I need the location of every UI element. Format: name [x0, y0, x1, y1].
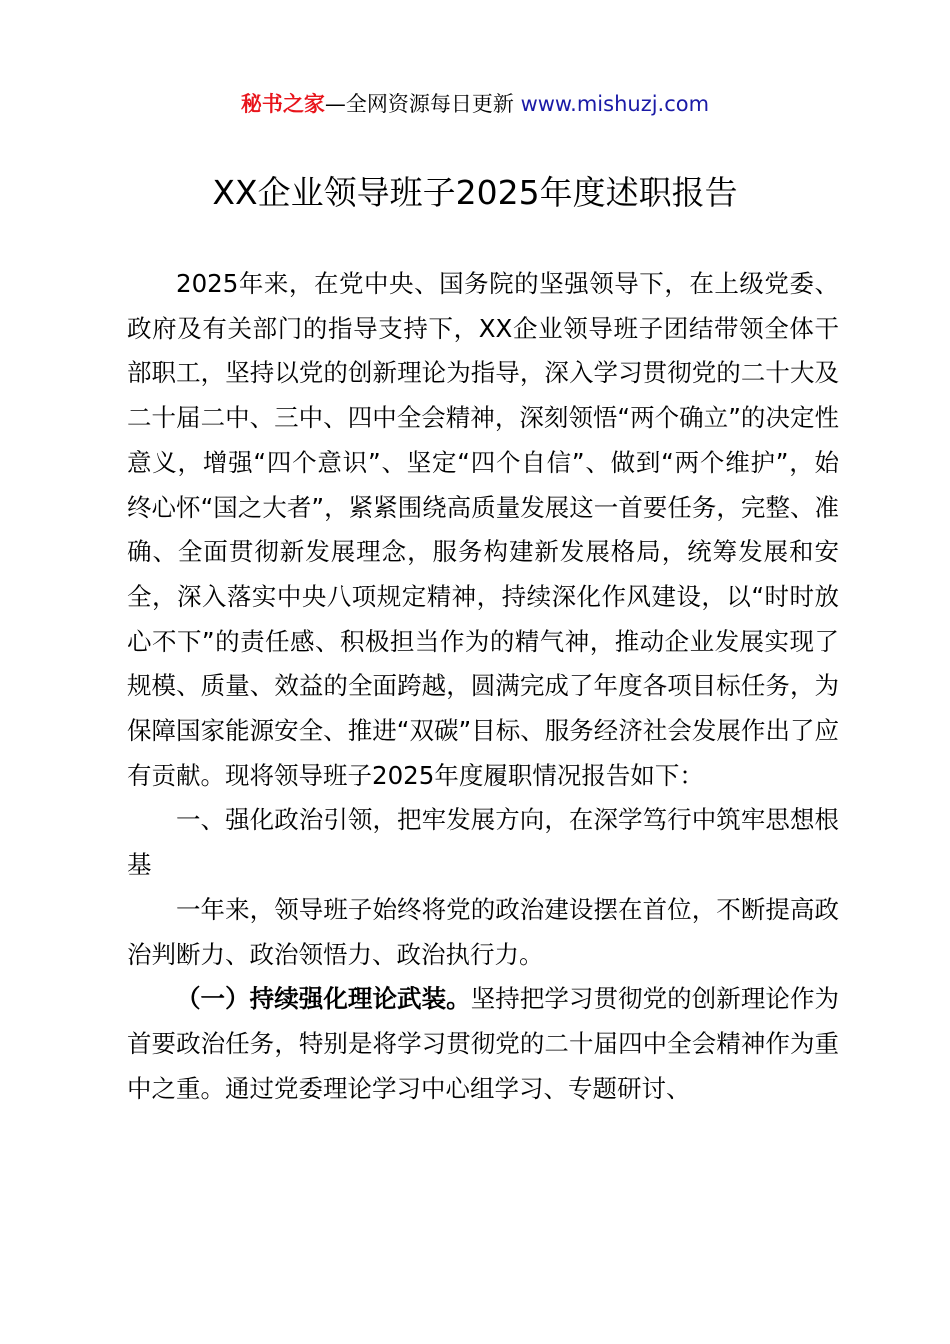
subsection-body: 坚持把学习贯彻党的创新理论作为首要政治任务，特别是将学习贯彻党的二十届四中全会精神作为重中之重。通过党委理论学习中心组学习、专题研讨、 — [127, 984, 840, 1103]
site-header — [0, 88, 950, 120]
document-title: XX企业领导班子2025年度述职报告 — [212, 173, 738, 212]
intro-paragraph: 2025年来，在党中央、国务院的坚强领导下，在上级党委、政府及有关部门的指导支持下，XX企业领导班子团结带领全体干部职工，坚持以党的创新理论为指导，深入学习贯彻党的二十大及二十届二中、三中、四中全会精神，深刻领悟“两个确立”的决定性意义，增强“四个意识”、坚定“四个自信”、做到“两个维护”，始终心怀“国之大者”，紧紧围绕高质量发展这一首要任务，完整、准确、全面贯彻新发展理念，服务构建新发展格局，统筹发展和安全，深入落实中央八项规定精神，持续深化作风建设，以“时时放心不下”的责任感、积极担当作为的精气神，推动企业发展实现了规模、质量、效益的全面跨越，圆满完成了年度各项目标任务，为保障国家能源安全、推进“双碳”目标、服务经济社会发展作出了应有贡献。现将领导班子2025年度履职情况报告如下： — [127, 269, 839, 790]
subsection-paragraph — [127, 977, 839, 1111]
brand-name: 秘书之家 — [240, 92, 325, 116]
subsection-lead: （一）持续强化理论武装。 — [176, 984, 471, 1014]
section-intro-paragraph: 一年来，领导班子始终将党的政治建设摆在首位，不断提高政治判断力、政治领悟力、政治执行力。 — [127, 894, 839, 969]
header-tagline: —全网资源每日更新 — [324, 92, 514, 116]
website-link[interactable]: www.mishuzj.com — [520, 92, 710, 116]
section-heading: 一、强化政治引领，把牢发展方向，在深学笃行中筑牢思想根基 — [127, 805, 839, 880]
document-body — [127, 262, 839, 1111]
